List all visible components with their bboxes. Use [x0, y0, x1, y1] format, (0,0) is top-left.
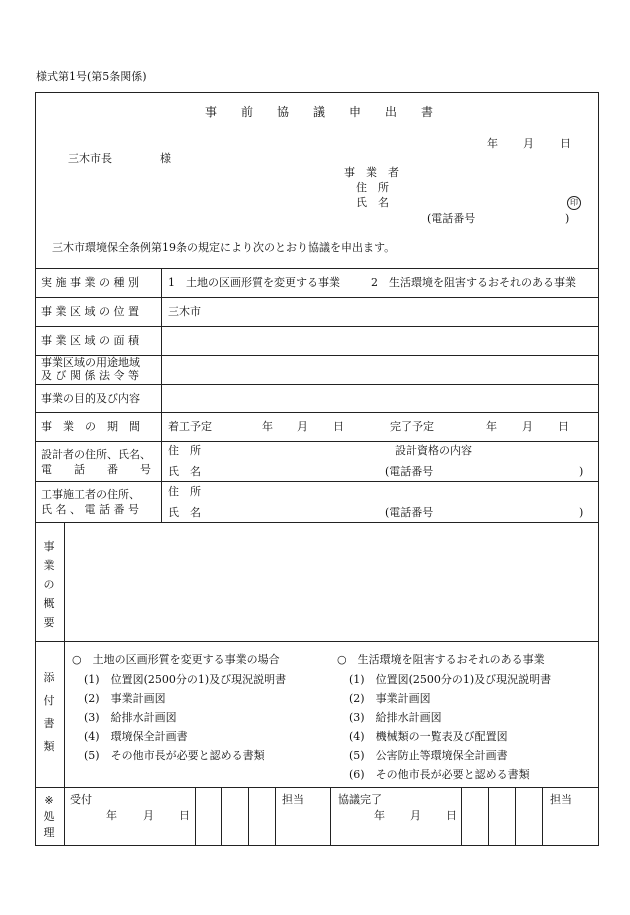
- type-option-1: 1 土地の区画形質を変更する事業: [168, 276, 340, 289]
- grid-line: [542, 787, 543, 846]
- row-label-location: 事 業 区 域 の 位 置: [41, 305, 139, 318]
- rule: [35, 641, 599, 642]
- rule: [35, 384, 599, 385]
- period-end-month: 月: [522, 420, 533, 433]
- row-label-zoning-1: 事業区域の用途地域: [41, 356, 140, 369]
- row-label-period: 事 業 の 期 間: [41, 420, 140, 433]
- contractor-phone-label: (電話番号: [385, 506, 434, 519]
- row-label-area: 事 業 区 域 の 面 積: [41, 334, 139, 347]
- rule: [35, 297, 599, 298]
- designer-qualification-label: 設計資格の内容: [395, 444, 472, 457]
- attachments-label-char: 付: [43, 694, 55, 707]
- processing-label-char: ※: [44, 794, 54, 807]
- processing-label-char: 処: [43, 810, 55, 823]
- summary-label-char: 概: [43, 597, 55, 610]
- label-divider: [64, 522, 65, 846]
- grid-line: [221, 787, 222, 846]
- completed-month: 月: [410, 809, 421, 822]
- grid-line: [275, 787, 276, 846]
- date-month: 月: [523, 137, 534, 150]
- rule: [35, 522, 599, 523]
- summary-label-char: 要: [43, 616, 55, 629]
- designer-phone-label: (電話番号: [385, 465, 434, 478]
- attachments-right-heading: ○ 生活環境を阻害するおそれのある事業: [337, 653, 545, 666]
- seal-icon: 印: [567, 196, 581, 210]
- date-day: 日: [560, 137, 571, 150]
- period-start-day: 日: [333, 420, 344, 433]
- rule: [35, 268, 599, 269]
- row-label-designer-1: 設計者の住所、氏名、: [41, 448, 151, 461]
- rule: [35, 481, 599, 482]
- period-start-label: 着工予定: [168, 420, 212, 433]
- grid-line: [461, 787, 462, 846]
- applicant-address-label: 住 所: [356, 181, 389, 194]
- applicant-phone-close: ): [565, 212, 570, 225]
- received-label: 受付: [70, 793, 92, 806]
- attachments-label-char: 類: [43, 740, 55, 753]
- attachments-right-item: (3) 給排水計画図: [349, 711, 442, 724]
- period-end-label: 完了予定: [390, 420, 434, 433]
- declaration-statement: 三木市環境保全条例第19条の規定により次のとおり協議を申出ます。: [52, 241, 396, 254]
- rule: [35, 412, 599, 413]
- form-number: 様式第1号(第5条関係): [36, 70, 147, 83]
- contractor-phone-close: ): [579, 506, 584, 519]
- designer-name-label: 氏 名: [168, 465, 201, 478]
- applicant-label: 事 業 者: [344, 166, 399, 179]
- in-charge-label: 担当: [282, 793, 304, 806]
- rule: [35, 441, 599, 442]
- summary-label-char: の: [43, 578, 55, 591]
- attachments-left-item: (1) 位置図(2500分の1)及び現況説明書: [84, 673, 287, 686]
- period-end-year: 年: [486, 420, 497, 433]
- row-label-purpose: 事業の目的及び内容: [41, 392, 140, 405]
- form-title: 事 前 協 議 申 出 書: [205, 105, 434, 119]
- consultation-completed-label: 協議完了: [338, 793, 382, 806]
- label-divider: [161, 268, 162, 522]
- attachments-right-item: (5) 公害防止等環境保全計画書: [349, 749, 508, 762]
- period-end-day: 日: [558, 420, 569, 433]
- row-label-designer-2: 電 話 番 号: [41, 463, 151, 476]
- row-label-contractor-2: 氏 名 、 電 話 番 号: [41, 503, 139, 516]
- grid-line: [488, 787, 489, 846]
- grid-line: [330, 787, 331, 846]
- date-year: 年: [487, 137, 498, 150]
- applicant-name-label: 氏 名: [356, 196, 389, 209]
- attachments-left-heading: ○ 土地の区画形質を変更する事業の場合: [72, 653, 280, 666]
- in-charge-label-2: 担当: [550, 793, 572, 806]
- grid-line: [195, 787, 196, 846]
- summary-label-char: 業: [43, 559, 55, 572]
- summary-label-char: 事: [43, 540, 55, 553]
- addressee: 三木市長: [68, 152, 112, 165]
- grid-line: [248, 787, 249, 846]
- attachments-right-item: (2) 事業計画図: [349, 692, 431, 705]
- attachments-left-item: (3) 給排水計画図: [84, 711, 177, 724]
- attachments-left-item: (4) 環境保全計画書: [84, 730, 188, 743]
- location-value: 三木市: [168, 305, 201, 318]
- addressee-honorific: 様: [160, 152, 171, 165]
- attachments-right-item: (1) 位置図(2500分の1)及び現況説明書: [349, 673, 552, 686]
- attachments-left-item: (2) 事業計画図: [84, 692, 166, 705]
- type-option-2: 2 生活環境を阻害するおそれのある事業: [371, 276, 576, 289]
- contractor-name-label: 氏 名: [168, 506, 201, 519]
- designer-phone-close: ): [579, 465, 584, 478]
- received-month: 月: [143, 809, 154, 822]
- row-label-type: 実 施 事 業 の 種 別: [41, 276, 139, 289]
- period-start-month: 月: [297, 420, 308, 433]
- processing-label-char: 理: [43, 826, 55, 839]
- received-day: 日: [179, 809, 190, 822]
- contractor-address-label: 住 所: [168, 485, 201, 498]
- attachments-label-char: 書: [43, 717, 55, 730]
- attachments-right-item: (4) 機械類の一覧表及び配置図: [349, 730, 508, 743]
- rule: [35, 326, 599, 327]
- designer-address-label: 住 所: [168, 444, 201, 457]
- grid-line: [515, 787, 516, 846]
- completed-year: 年: [374, 809, 385, 822]
- applicant-phone-label: (電話番号: [427, 212, 476, 225]
- attachments-label-char: 添: [43, 671, 55, 684]
- period-start-year: 年: [262, 420, 273, 433]
- attachments-right-item: (6) その他市長が必要と認める書類: [349, 768, 530, 781]
- row-label-contractor-1: 工事施工者の住所、: [41, 488, 140, 501]
- attachments-left-item: (5) その他市長が必要と認める書類: [84, 749, 265, 762]
- completed-day: 日: [446, 809, 457, 822]
- row-label-zoning-2: 及 び 関 係 法 令 等: [41, 369, 139, 382]
- received-year: 年: [106, 809, 117, 822]
